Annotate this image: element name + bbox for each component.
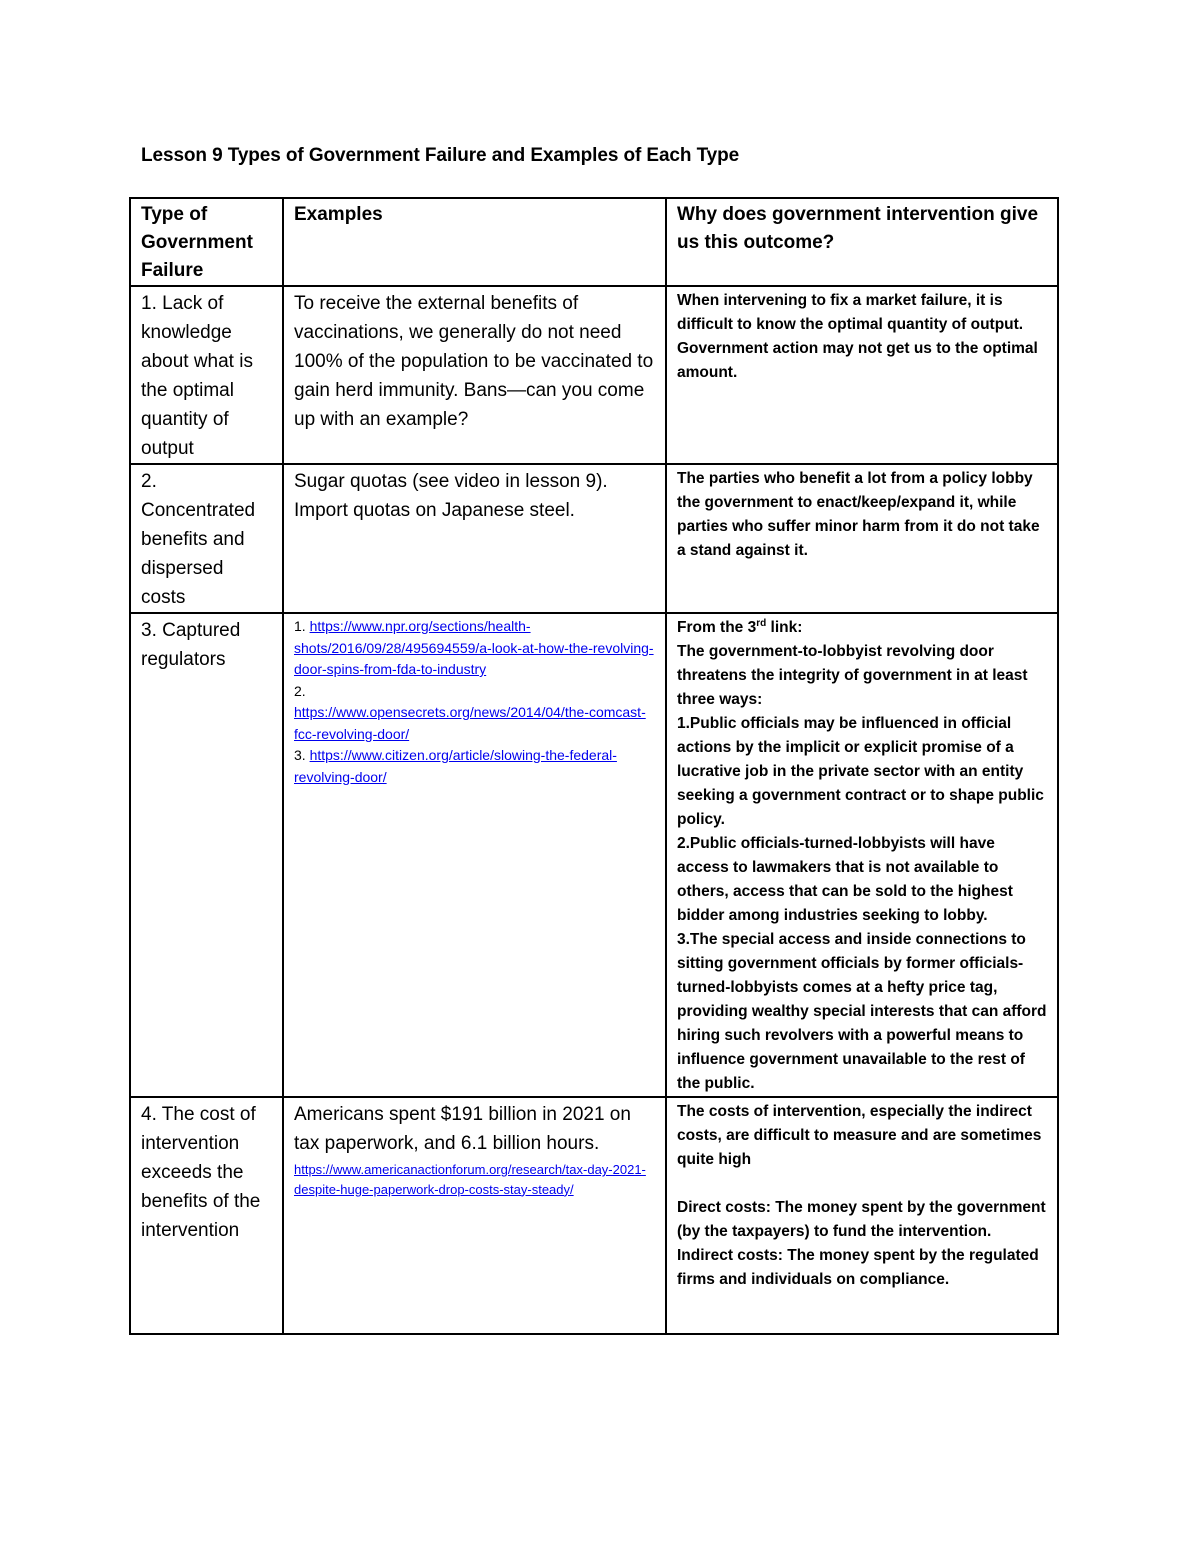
table-row (130, 286, 1058, 464)
row4-examples-text: Americans spent $191 billion in 2021 on tax paperwork, and 6.1 billion hours. (294, 1104, 631, 1154)
row3-why-lead: The government-to-lobbyist revolving door threatens the integrity of government in at least three ways: (677, 643, 1028, 708)
row3-type: 3. Captured regulators (130, 613, 283, 1097)
row2-type: 2. Concentrated benefits and dispersed costs (130, 464, 283, 613)
link-number: 1. (294, 618, 310, 634)
link-item (294, 745, 655, 788)
table-row (130, 613, 1058, 1097)
row1-examples: To receive the external benefits of vaccinations, we generally do not need 100% of the population to be vaccinated to gain herd immunity. Bans—can you come up with an example? (283, 286, 666, 464)
row4-why-direct: Direct costs: The money spent by the government (by the taxpayers) to fund the intervention. (677, 1199, 1046, 1240)
row4-type: 4. The cost of intervention exceeds the benefits of the intervention (130, 1097, 283, 1334)
intro-text: From the 3 (677, 619, 757, 636)
row2-why: The parties who benefit a lot from a policy lobby the government to enact/keep/expand it, while parties who suffer minor harm from it do not take a stand against it. (666, 464, 1058, 613)
government-failure-table (129, 197, 1059, 1335)
row3-links (283, 613, 666, 1097)
row3-why-point-3: 3.The special access and inside connections to sitting government officials by former officials-turned-lobbyists comes at a hefty price tag, providing wealthy special interests that can afford hiring such revolvers with a powerful means to influence government unavailable to the rest of the public. (677, 931, 1047, 1092)
row4-why-summary: The costs of intervention, especially the indirect costs, are difficult to measure and are sometimes quite high (677, 1103, 1042, 1168)
npr-link[interactable]: https://www.npr.org/sections/health-shots/2016/09/28/495694559/a-look-at-how-the-revolving-door-spins-from-fda-to-industry (294, 618, 654, 677)
link-item (294, 681, 655, 746)
row4-why-indirect: Indirect costs: The money spent by the regulated firms and individuals on compliance. (677, 1247, 1039, 1288)
row1-type: 1. Lack of knowledge about what is the optimal quantity of output (130, 286, 283, 464)
link-number: 2. (294, 682, 306, 699)
americanactionforum-link[interactable]: https://www.americanactionforum.org/research/tax-day-2021-despite-huge-paperwork-drop-costs-stay-steady/ (294, 1162, 646, 1197)
header-examples: Examples (283, 198, 666, 286)
row3-why-intro (677, 616, 1047, 640)
header-type: Type of Government Failure (130, 198, 283, 286)
row4-examples (283, 1097, 666, 1334)
page-title: Lesson 9 Types of Government Failure and Examples of Each Type (141, 145, 740, 166)
link-number: 3. (294, 747, 310, 763)
row3-why-point-1: 1.Public officials may be influenced in official actions by the implicit or explicit promise of a lucrative job in the private sector with an entity seeking a government contract or to shape public policy. (677, 715, 1044, 828)
table-row (130, 464, 1058, 613)
row1-why: When intervening to fix a market failure, it is difficult to know the optimal quantity of output. Government action may not get us to the optimal amount. (666, 286, 1058, 464)
intro-text-end: link: (766, 619, 803, 636)
row3-why-point-2: 2.Public officials-turned-lobbyists will have access to lawmakers that is not available to others, access that can be sold to the highest bidder among industries seeking to lobby. (677, 835, 1013, 924)
row3-why (666, 613, 1058, 1097)
row4-why (666, 1097, 1058, 1334)
paragraph-gap (677, 1172, 1047, 1196)
intro-superscript: rd (756, 617, 767, 629)
link-item (294, 616, 655, 681)
row2-examples: Sugar quotas (see video in lesson 9). Import quotas on Japanese steel. (283, 464, 666, 613)
opensecrets-link[interactable]: https://www.opensecrets.org/news/2014/04/the-comcast-fcc-revolving-door/ (294, 704, 646, 742)
header-why: Why does government intervention give us this outcome? (666, 198, 1058, 286)
table-header-row (130, 198, 1058, 286)
citizen-link[interactable]: https://www.citizen.org/article/slowing-the-federal-revolving-door/ (294, 747, 617, 785)
table-row (130, 1097, 1058, 1334)
